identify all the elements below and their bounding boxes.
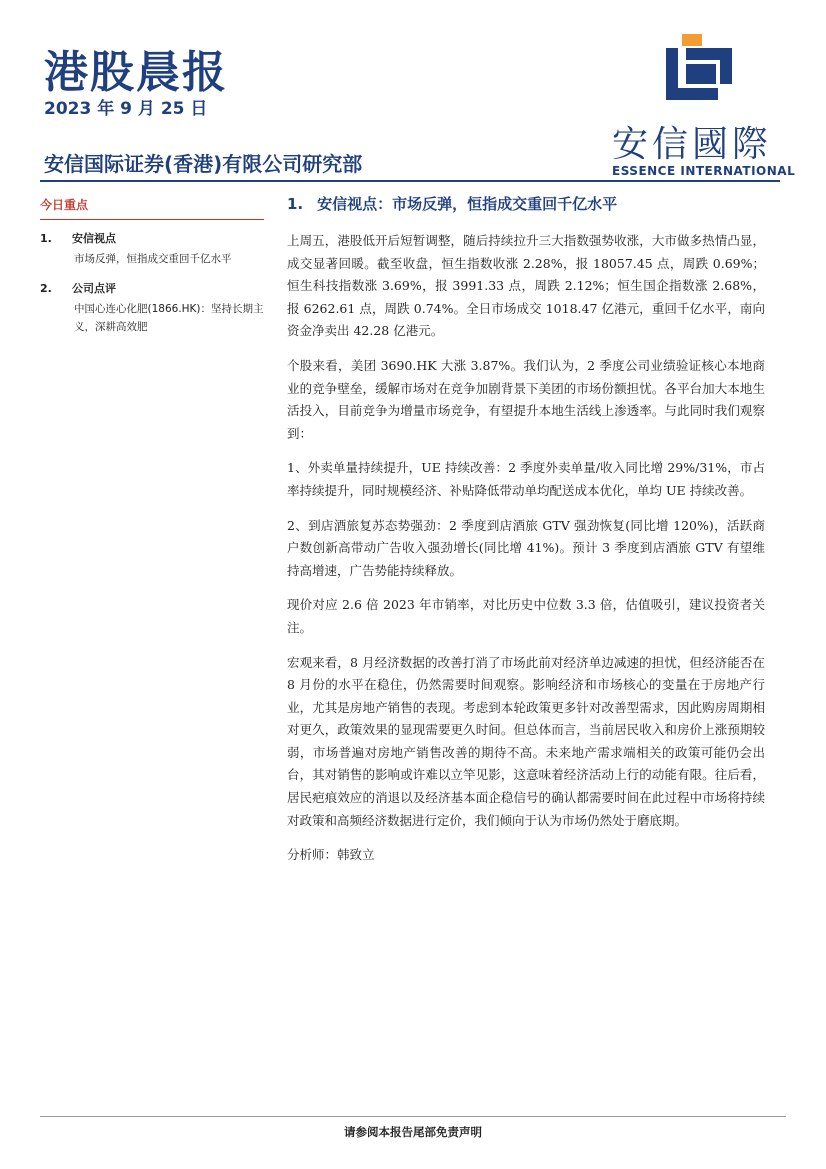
sidebar bbox=[40, 196, 264, 348]
sidebar-heading: 今日重点 bbox=[40, 196, 264, 220]
paragraph-macro: 宏观来看，8 月经济数据的改善打消了市场此前对经济单边减速的担忧，但经济能否在 8 月份的水平在稳住，仍然需要时间观察。影响经济和市场核心的变量在于房地产行业，尤其是房地产销售的表现。考虑到本轮政策更多针对改善型需求，因此购房周期相对更久，政策效果的显现需要更久时间。但总体而言，当前居民收入和房价上涨预期较弱，市场普遍对房地产销售改善的期待不高。未来地产需求端相关的政策可能仍会出台，其对销售的影响或许难以立竿见影，这意味着经济活动上行的动能有限。往后看，居民疤痕效应的消退以及经济基本面企稳信号的确认都需要时间在此过程中市场将持续对政策和高频经济数据进行定价，我们倾向于认为市场仍然处于磨底期。 bbox=[287, 654, 765, 828]
header-divider bbox=[40, 180, 780, 182]
logo-name-en: ESSENCE INTERNATIONAL bbox=[612, 164, 796, 178]
section-number: 1. bbox=[287, 195, 304, 213]
paragraph-stock-meituan: 个股来看，美团 3690.HK 大涨 3.87%。我们认为，2 季度公司业绩验证核心本地商业的竞争壁垒，缓解市场对在竞争加剧背景下美团的市场份额担忧。各平台加大本地生活投入，目前竞争为增量市场竞争，有望提升本地生活线上渗透率。与此同时我们观察到： bbox=[287, 357, 765, 441]
sidebar-item-title: 安信视点 bbox=[72, 232, 116, 245]
sidebar-item-company-review[interactable] bbox=[40, 280, 264, 336]
footer-divider bbox=[40, 1116, 786, 1117]
sidebar-item-viewpoint[interactable] bbox=[40, 230, 264, 268]
section-title bbox=[287, 193, 765, 214]
essence-logo-icon bbox=[666, 34, 732, 100]
sidebar-item-number: 2. bbox=[40, 282, 52, 295]
sidebar-item-number: 1. bbox=[40, 232, 52, 245]
report-date: 2023 年 9 月 25 日 bbox=[44, 99, 208, 119]
analyst-name: 分析师：韩致立 bbox=[287, 847, 375, 863]
report-title: 港股晨报 bbox=[44, 47, 228, 98]
paragraph-valuation: 现价对应 2.6 倍 2023 年市销率，对比历史中位数 3.3 倍，估值吸引，建议投资者关注。 bbox=[287, 597, 765, 635]
paragraph-market-summary: 上周五，港股低开后短暂调整，随后持续拉升三大指数强势收涨，大市做多热情凸显，成交显著回暖。截至收盘，恒生指数收涨 2.28%，报 18057.45 点，周跌 0.69%；恒生科技指数涨 3.69%，报 3991.33 点，周跌 2.12%；恒生国企指数涨 2.68%，报 6262.61 点，周跌 0.74%。全日市场成交 1018.47 亿港元，重回千亿水平，南向资金净卖出 42.28 亿港元。 bbox=[287, 233, 765, 339]
main-content bbox=[287, 193, 765, 879]
sidebar-item-title: 公司点评 bbox=[72, 282, 116, 295]
paragraph-point-2: 2、到店酒旅复苏态势强劲：2 季度到店酒旅 GTV 强劲恢复(同比增 120%)，活跃商户数创新高带动广告收入强劲增长(同比增 41%)。预计 3 季度到店酒旅 GTV 有望维持高增速，广告势能持续释放。 bbox=[287, 517, 765, 578]
sidebar-item-desc: 市场反弹，恒指成交重回千亿水平 bbox=[74, 253, 232, 265]
logo-name-cn: 安信國際 bbox=[612, 124, 773, 165]
company-name: 安信国际证券(香港)有限公司研究部 bbox=[44, 152, 363, 176]
paragraph-point-1: 1、外卖单量持续提升，UE 持续改善：2 季度外卖单量/收入同比增 29%/31%，市占率持续提升，同时规模经济、补贴降低带动单均配送成本优化，单均 UE 持续改善。 bbox=[287, 460, 765, 498]
sidebar-item-desc: 中国心连心化肥(1866.HK)：坚持长期主义，深耕高效肥 bbox=[74, 303, 264, 333]
section-heading: 安信视点：市场反弹，恒指成交重回千亿水平 bbox=[317, 195, 618, 213]
footer-disclaimer: 请参阅本报告尾部免责声明 bbox=[344, 1125, 482, 1139]
